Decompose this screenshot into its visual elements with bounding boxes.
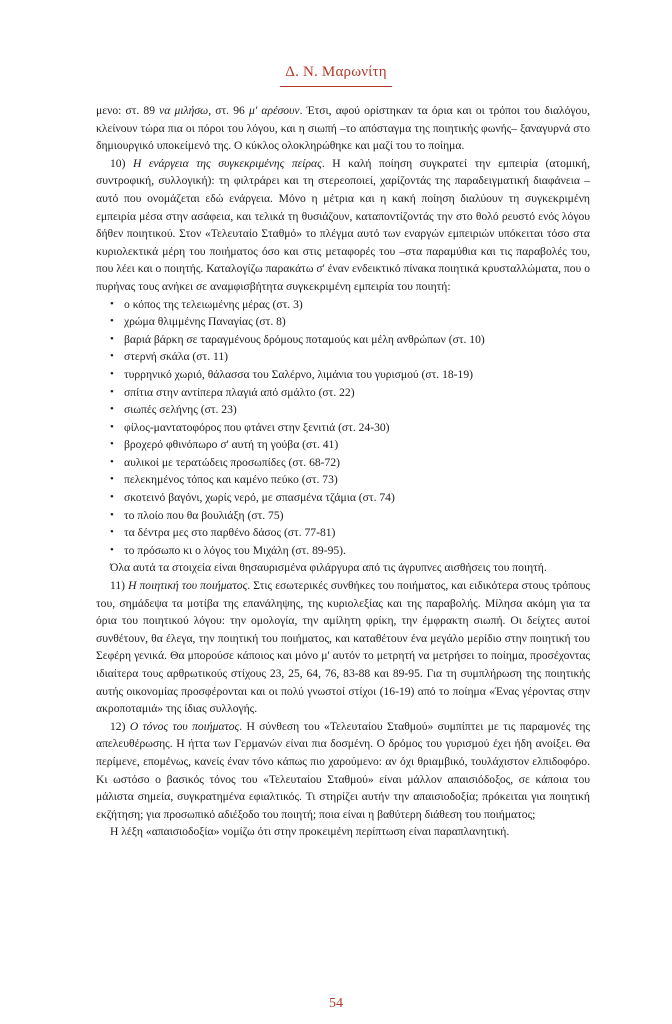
list-item: • σιωπές σελήνης (στ. 23) <box>110 401 590 419</box>
list-item: • το πρόσωπο κι ο λόγος του Μιχάλη (στ. 89-95). <box>110 542 590 560</box>
bullet-icon: • <box>110 455 114 468</box>
bullet-icon: • <box>110 543 114 556</box>
list-item: • σκοτεινό βαγόνι, χωρίς νερό, με σπασμένα τζάμια (στ. 74) <box>110 489 590 507</box>
list-item: • χρώμα θλιμμένης Παναγίας (στ. 8) <box>110 313 590 331</box>
paragraph-continuation: μενο: στ. 89 να μιλήσω, στ. 96 μ' αρέσουν. Έτσι, αφού ορίστηκαν τα όρια και οι τρόποι του διαλόγου, κλείνουν τώρα πια οι πόροι του λόγου, και η σιωπή –το απόσταγμα της ποιητικής φωνής– ξαναγυρνά στο δημιουργικό υποκείμενό της. Ο κύκλος ολοκληρώθηκε και μαζί του το ποίημα. <box>96 104 590 153</box>
experience-list <box>96 296 590 560</box>
list-item: • βροχερό φθινόπωρο σ' αυτή τη γούβα (στ. 41) <box>110 436 590 454</box>
paragraph-section-10: 10) Η ενάργεια της συγκεκριμένης πείρας. Η καλή ποίηση συγκρατεί την εμπειρία (ατομική, συντροφική, συλλογική): τη φιλτράρει και τη στερεοποιεί, χαρίζοντάς της παραδειγματική διαφάνεια –αυτό που ονομάζεται εδώ ενάργεια. Μόνο η μέτρια και η κακή ποίηση διαλύουν τη συγκεκριμένη εμπειρία μέσα στην ασάφεια, και τελικά τη θυσιάζουν, καταποντίζοντάς την στο θολό ρευστό ενός λόγου δήθεν ποιητικού. Στον «Τελευταίο Σταθμό» το πλέγμα αυτό των εναργών εμπειριών υπόκειται τόσο στα κυριολεκτικά μέρη του ποιήματος όσο και στις μεταφορές του –στα παραμύθια και τις παραβολές του, που λέει και ο ποιητής. Καταλογίζω παρακάτω σ' έναν ενδεικτικό πίνακα ποιητικά κρυσταλλώματα, που ο πυρήνας τους ανήκει σε αναμφισβήτητα συγκεκριμένη εμπειρία του ποιητή: <box>96 156 591 293</box>
bullet-icon: • <box>110 367 114 380</box>
bullet-icon: • <box>110 385 114 398</box>
paragraph-section-11: 11) Η ποιητική του ποιήματος. Στις εσωτερικές συνθήκες του ποιήματος, και ειδικότερα στους τρόπους του, σημάδεψα τα μοτίβα της επανάληψης, της κυριολεξίας και της παραβολής. Μίλησα ακόμη για τα όρια του ποιητικού λόγου: την ομολογία, την αμίλητη φρίκη, την έμφρακτη σιωπή. Οι δείχτες αυτοί συνθέτουν, θα έλεγα, την ποιητική του ποιήματος, και καταθέτουν ένα μεγάλο μερίδιο στην ποιητική του Σεφέρη γενικά. Θα μπορούσε κάποιος και μόνο μ' αυτόν το μετρητή να μετρήσει το ποίημα, προσέχοντας ιδιαίτερα τους αρθρωτικούς στίχους 23, 25, 64, 76, 83-88 και 89-95. Για τη συμπλήρωση της ποιητικής αυτής οικονομίας προσφέρονται και οι πολύ γνωστοί στίχοι (16-19) από το ποίημα «Ένας γέροντας στην ακροποταμιά» της ίδιας συλλογής. <box>96 579 590 716</box>
bullet-icon: • <box>110 315 114 328</box>
list-item: • ο κόπος της τελειωμένης μέρας (στ. 3) <box>110 296 590 314</box>
bullet-icon: • <box>110 297 114 310</box>
bullet-icon: • <box>110 491 114 504</box>
bullet-icon: • <box>110 350 114 363</box>
list-item: • το πλοίο που θα βουλιάξη (στ. 75) <box>110 507 590 525</box>
paragraph-list-summary: Όλα αυτά τα στοιχεία είναι θησαυρισμένα φιλάργυρα από τις άγρυπνες αισθήσεις του ποιητή. <box>110 561 547 575</box>
paragraph-closing: Η λέξη «απαισιοδοξία» νομίζω ότι στην προκειμένη περίπτωση είναι παραπλανητική. <box>110 825 510 839</box>
bullet-icon: • <box>110 508 114 521</box>
list-item: • πελεκημένος τόπος και καμένο πεύκο (στ. 73) <box>110 471 590 489</box>
header-underline <box>280 86 392 87</box>
paragraph-section-12: 12) Ο τόνος του ποιήματος. Η σύνθεση του «Τελευταίου Σταθμού» συμπίπτει με τις παραμονές της απελευθέρωσης. Η ήττα των Γερμανών είναι πια δοσμένη. Ο δρόμος του γυρισμού έχει ήδη ανοίξει. Θα περίμενε, επομένως, κανείς έναν τόνο κάπως πιο χαρούμενο: αν όχι θριαμβικό, τουλάχιστον ελπιδοφόρο. Κι ωστόσο ο βασικός τόνος του «Τελευταίου Σταθμού» είναι μάλλον απαισιόδοξος, σε κάποια του μάλιστα σημεία, συγκρατημένα εφιαλτικός. Τι στηρίζει αυτήν την απαισιοδοξία; πρόκειται για ποιητική εκζήτηση; για προσωπικό αδιέξοδο του ποιητή; ποια είναι η βαθύτερη διάθεση του ποιήματος; <box>96 719 590 821</box>
list-item: • βαριά βάρκη σε ταραγμένους δρόμους ποταμούς και μέλη ανθρώπων (στ. 10) <box>110 331 590 349</box>
bullet-icon: • <box>110 438 114 451</box>
section-12-title: Ο τόνος του ποιήματος <box>129 719 240 733</box>
bullet-icon: • <box>110 403 114 416</box>
list-item: • στερνή σκάλα (στ. 11) <box>110 348 590 366</box>
section-10-title: Η ενάργεια της συγκεκριμένης πείρας <box>132 156 322 170</box>
bullet-icon: • <box>110 332 114 345</box>
list-item: • αυλικοί με τερατώδεις προσωπίδες (στ. 68-72) <box>110 454 590 472</box>
body-text <box>96 102 590 841</box>
bullet-icon: • <box>110 473 114 486</box>
list-item: • φίλος-μαντατοφόρος που φτάνει στην ξενιτιά (στ. 24-30) <box>110 419 590 437</box>
bullet-icon: • <box>110 420 114 433</box>
section-11-title: Η ποιητική του ποιήματος <box>128 579 248 593</box>
bullet-icon: • <box>110 526 114 539</box>
list-item: • τυρρηνικό χωριό, θάλασσα του Σαλέρνο, λιμάνια του γυρισμού (στ. 18-19) <box>110 366 590 384</box>
running-header: Δ. Ν. Μαρωνίτη <box>285 64 387 80</box>
list-item: • τα δέντρα μες στο παρθένο δάσος (στ. 77-81) <box>110 524 590 542</box>
page-number: 54 <box>329 996 343 1011</box>
list-item: • σπίτια στην αντίπερα πλαγιά από σμάλτο (στ. 22) <box>110 384 590 402</box>
